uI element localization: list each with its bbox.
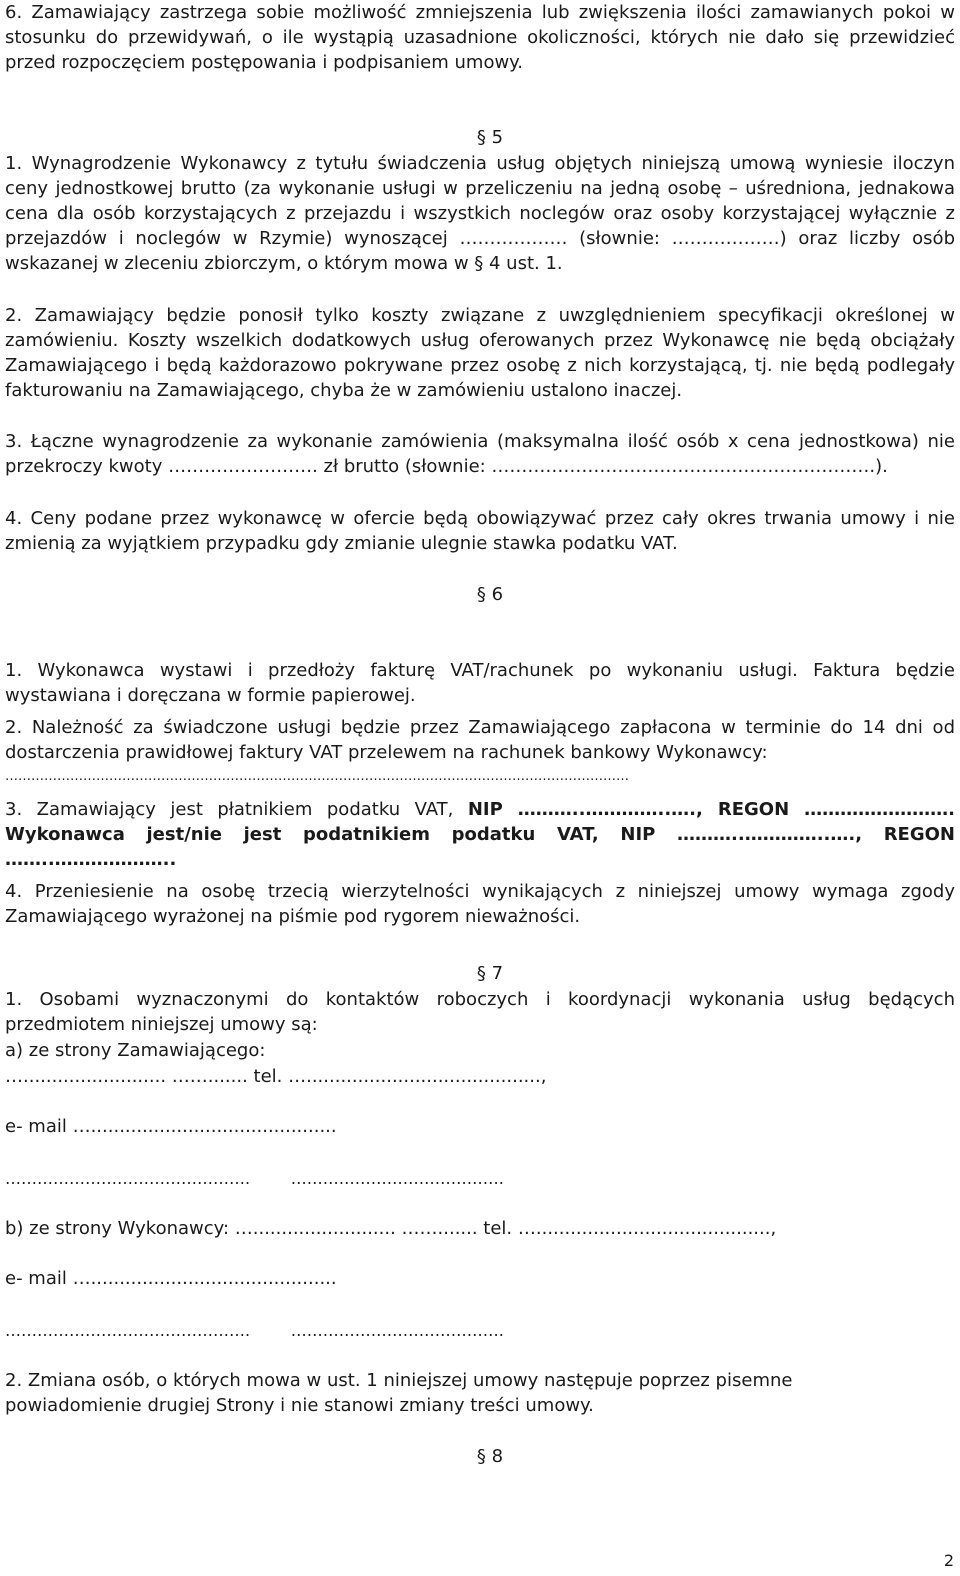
contact-a-signature-lines: ………………………………………. …………………………………. bbox=[5, 1169, 504, 1188]
section-6-point-1: 1. Wykonawca wystawi i przedłoży fakturę VAT/rachunek po wykonaniu usługi. Faktura będzie wystawiana i doręczana w formie papierowej. bbox=[5, 660, 955, 706]
section-6-point-2: 2. Należność za świadczone usługi będzie przez Zamawiającego zapłacona w terminie do 14 dni od dostarczenia prawidłowej faktury VAT przelewem na rachunek bankowy Wykonawcy: bbox=[5, 717, 955, 763]
section-5-point-1: 1. Wynagrodzenie Wykonawcy z tytułu świadczenia usług objętych niniejszą umową wyniesie iloczyn ceny jednostkowej brutto (za wykonanie usługi w przeliczeniu na jedną osobę – uśredniona, jednakowa cena dla osób korzystających z przejazdu i wszystkich noclegów oraz osoby korzystającej wyłącznie z przejazdów i noclegów w Rzymie) wynoszącej ……………… (słownie: ………………) oraz liczby osób wskazanej w zleceniu zbiorczym, o którym mowa w § 4 ust. 1. bbox=[5, 153, 955, 274]
section-6-point-3 bbox=[5, 797, 955, 872]
bank-account-dots: ……………………………………………………………………………………………………………………………… bbox=[5, 769, 629, 784]
section-5-point-3: 3. Łączne wynagrodzenie za wykonanie zamówienia (maksymalna ilość osób x cena jednostkowa) nie przekroczy kwoty ……………………. zł brutto (słownie: ……………………………………………………….). bbox=[5, 431, 955, 477]
contact-a-name-tel: …......................... ……....... tel. …........................................., bbox=[5, 1066, 547, 1087]
page-number: 2 bbox=[943, 1551, 954, 1570]
contact-a-email: e- mail …........................................... bbox=[5, 1116, 337, 1137]
section-5-heading: § 5 bbox=[476, 127, 504, 148]
section-6-heading: § 6 bbox=[476, 584, 504, 605]
section-6-point-4: 4. Przeniesienie na osobę trzecią wierzytelności wynikających z niniejszej umowy wymaga zgody Zamawiającego wyrażonej na piśmie pod rygorem nieważności. bbox=[5, 881, 955, 927]
contact-b-line: b) ze strony Wykonawcy: …......................... ……....... tel. …........................................., bbox=[5, 1218, 777, 1239]
contact-a-label: a) ze strony Zamawiającego: bbox=[5, 1040, 266, 1061]
section-8-heading: § 8 bbox=[476, 1446, 504, 1467]
contact-b-email: e- mail …........................................... bbox=[5, 1268, 337, 1289]
point-3-tax-ids: NIP ………..…………..…., REGON ……………………. Wykonawca jest/nie jest podatnikiem podatku VAT, NIP ………..…………..…., REGON ……..……………….. bbox=[5, 799, 955, 870]
section-7-point-2: 2. Zmiana osób, o których mowa w ust. 1 niniejszej umowy następuje poprzez pisemne powiadomienie drugiej Strony i nie stanowi zmiany treści umowy. bbox=[5, 1370, 793, 1416]
section-7-heading: § 7 bbox=[476, 963, 504, 984]
paragraph-6-intro: 6. Zamawiający zastrzega sobie możliwość zmniejszenia lub zwiększenia ilości zamawianych pokoi w stosunku do przewidywań, o ile wystąpią uzasadnione okoliczności, których nie dało się przewidzieć przed rozpoczęciem postępowania i podpisaniem umowy. bbox=[5, 2, 955, 73]
section-7-point-1: 1. Osobami wyznaczonymi do kontaktów roboczych i koordynacji wykonania usług będących przedmiotem niniejszej umowy są: bbox=[5, 989, 955, 1035]
contact-b-signature-lines: ………………………………………. …………………………………. bbox=[5, 1321, 504, 1340]
section-5-point-2: 2. Zamawiający będzie ponosił tylko koszty związane z uwzględnieniem specyfikacji określonej w zamówieniu. Koszty wszelkich dodatkowych usług oferowanych przez Wykonawcę nie będą obciążały Zamawiającego i będą każdorazowo pokrywane przez osobę z nich korzystającą, tj. nie będą podlegały fakturowaniu na Zamawiającego, chyba że w zamówieniu ustalono inaczej. bbox=[5, 305, 955, 401]
section-5-point-4: 4. Ceny podane przez wykonawcę w ofercie będą obowiązywać przez cały okres trwania umowy i nie zmienią za wyjątkiem przypadku gdy zmianie ulegnie stawka podatku VAT. bbox=[5, 508, 955, 554]
point-3-text: 3. Zamawiający jest płatnikiem podatku VAT, bbox=[5, 799, 468, 820]
